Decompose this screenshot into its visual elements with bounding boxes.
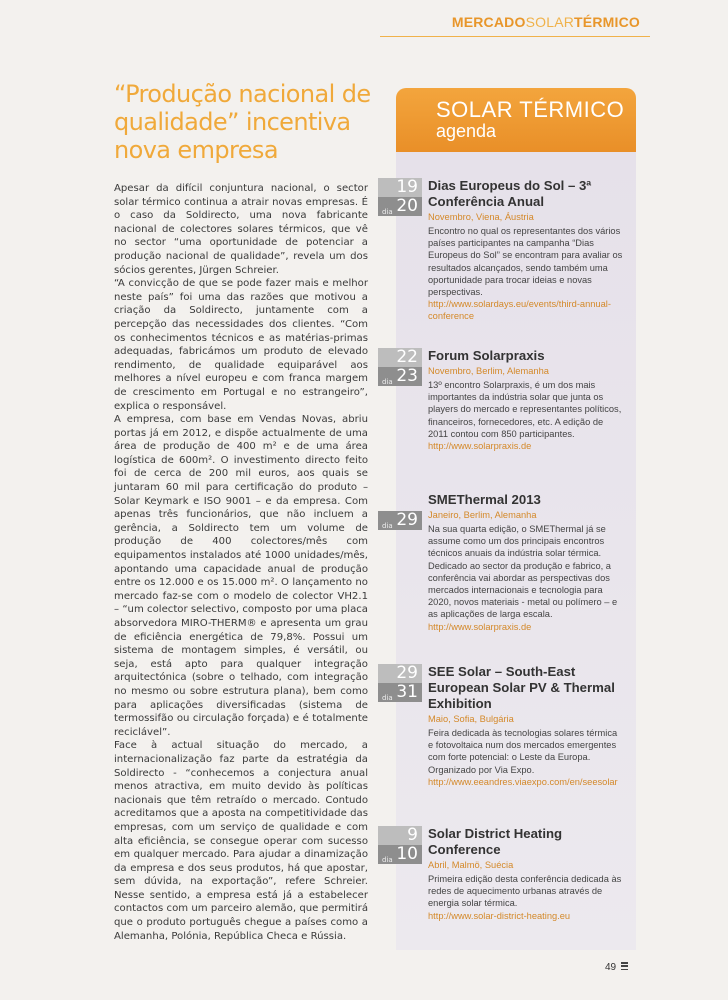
brand-solar: SOLAR <box>525 14 575 30</box>
date-start: 9 <box>378 826 422 845</box>
date-end-box <box>378 511 422 530</box>
date-start: 29 <box>378 664 422 683</box>
event-title: Forum Solarpraxis <box>428 348 545 363</box>
agenda-subtitle: agenda <box>436 121 497 141</box>
dia-label: dia <box>382 856 393 864</box>
event-link[interactable]: http://www.eeandres.viaexpo.com/en/seesolar <box>428 776 618 787</box>
date-end: 20 <box>396 196 418 216</box>
event-link[interactable]: http://www.solarpraxis.de <box>428 441 532 452</box>
article-paragraph: Apesar da difícil conjuntura nacional, o sector solar térmico continua a atrair novas empresas. É o caso da Soldirecto, uma nova fabricante nacional de colectores solares térmicos, que vê no sector “uma oportunidade de potenciar a produção nacional de qualidade”, revela um dos sócios gerentes, Jürgen Schreier. <box>114 183 368 276</box>
dia-label: dia <box>382 522 393 530</box>
event-description: Na sua quarta edição, o SMEThermal já se assume como um dos principais encontros técnicos anuais da indústria solar térmica. Dedicado ao sector da produção e fabrico, a conferência vai abordar as perspectivas dos mercados internacionais e tecnologia para 2020, novos materiais - metal ou polímero – e as aplicações de larga escala. <box>428 524 618 620</box>
date-end: 29 <box>396 510 418 530</box>
dia-label: dia <box>382 694 393 702</box>
event-title: Dias Europeus do Sol – 3ª Conferência Anual <box>428 178 592 209</box>
event-link[interactable]: http://www.solarpraxis.de <box>428 621 532 632</box>
article-paragraph: A empresa, com base em Vendas Novas, abriu portas já em 2012, e dispõe actualmente de uma área de produção de 400 m² e de uma área logística de 600m². O investimento directo feito foi de cerca de 200 mil euros, aos quais se juntaram 60 mil para certificação do produto – Solar Keymark e ISO 9001 – e da empresa. Com apenas três funcionários, que não incluem a gerência, a Soldirecto tem um volume de produção de 400 colectores/mês com equipamentos instalados até 1000 unidades/mês, apontando uma capacidade anual de produção entre os 12.000 e os 15.000 m². O lançamento no mercado faz-se com o modelo de colector VH2.1 – “um colector selectivo, composto por uma placa absorvedora MIRO-THERM® e apresenta um grau de eficiência energética de 79,8%. Possui um sistema de montagem simples, é versátil, ou seja, está apto para qualquer integração arquitectónica (sobre o telhado, com integração no mesmo ou sobre estrutura plana), bem como para aplicações diversificadas (sistema de termossifão ou circulação forçada) e é totalmente reciclável”. <box>114 414 368 738</box>
header-rule <box>380 36 650 37</box>
date-badge <box>378 348 424 386</box>
event-description: Feira dedicada às tecnologias solares térmica e fotovoltaica num dos mercados emergentes com forte potencial: o Leste da Europa. Organizado por Via Expo. <box>428 728 618 775</box>
date-start: 22 <box>378 348 422 367</box>
agenda-header <box>396 88 636 152</box>
event-location: Janeiro, Berlim, Alemanha <box>428 510 537 520</box>
dia-label: dia <box>382 378 393 386</box>
event-location: Novembro, Viena, Áustria <box>428 212 534 222</box>
date-badge <box>378 511 424 530</box>
date-end-box <box>378 367 422 386</box>
page-number: 49 <box>605 962 617 973</box>
date-end-box <box>378 683 422 702</box>
article-headline: “Produção nacional de qualidade” incentiva nova empresa <box>114 80 371 164</box>
article-body <box>114 182 368 943</box>
dia-label: dia <box>382 208 393 216</box>
brand-mercado: MERCADO <box>451 14 526 30</box>
event-link[interactable]: http://www.solar-district-heating.eu <box>428 910 571 921</box>
event-title: Solar District Heating Conference <box>428 826 563 857</box>
brand-termico: TÉRMICO <box>574 14 640 30</box>
article-paragraph: “A convicção de que se pode fazer mais e melhor neste país” foi uma das razões que motivou a criação da Soldirecto, juntamente com a percepção das necessidades dos clientes. “Com os conhecimentos técnicos e as matérias-primas adequadas, fabricámos um produto de elevado rendimento, de qualidade equiparável aos melhores a nível europeu e com franca margem de crescimento em Portugal e no estrangeiro”, explica o responsável. <box>114 278 368 412</box>
article-paragraph: Face à actual situação do mercado, a internacionalização faz parte da estratégia da Soldirecto - “conhecemos a conjectura anual menos atractiva, em muito devido às políticas nacionais que têm retraído o mercado. Contudo acreditamos que a aposta na competitividade das empresas, com um serviço de qualidade e com alta eficiência, se consegue operar com sucesso em qualquer mercado. Para ajudar a dinamização da empresa e dos seus produtos, há que apostar, sem dúvida, na exportação”, refere Schreier. Nesse sentido, a empresa está já a estabelecer contactos com um parceiro alemão, que permitirá que o produto português chegue a países como a Alemanha, Polónia, República Checa e Rússia. <box>114 740 368 942</box>
header-brand <box>452 14 640 30</box>
date-end-box <box>378 845 422 864</box>
event-description: Primeira edição desta conferência dedicada às redes de aquecimento urbanas através de energia solar térmica. <box>428 874 622 909</box>
date-badge <box>378 664 424 702</box>
menu-lines-icon <box>621 962 628 971</box>
date-badge <box>378 826 424 864</box>
date-end: 31 <box>396 682 418 702</box>
event-location: Maio, Sofia, Bulgária <box>428 714 514 724</box>
date-end-box <box>378 197 422 216</box>
date-start: 19 <box>378 178 422 197</box>
date-end: 10 <box>396 844 418 864</box>
event-description: 13º encontro Solarpraxis, é um dos mais importantes da indústria solar que junta os players do mercado e representantes políticos, financeiros, fornecedores, etc. A edição de 2011 contou com 850 participantes. <box>428 380 622 439</box>
agenda-title: SOLAR TÉRMICO <box>436 97 625 122</box>
event-title: SEE Solar – South-East European Solar PV & Thermal Exhibition <box>428 664 615 711</box>
event-title: SMEThermal 2013 <box>428 492 541 507</box>
event-location: Abril, Malmö, Suécia <box>428 860 514 870</box>
event-description: Encontro no qual os representantes dos vários países participantes na campanha “Dias Europeus do Sol” se encontram para avaliar os resultados alcançados, sendo também uma oportunidade para trocar ideias e novas perspectivas. <box>428 226 623 298</box>
event-link[interactable]: http://www.solardays.eu/events/third-annual-conference <box>428 299 611 322</box>
event-location: Novembro, Berlim, Alemanha <box>428 366 549 376</box>
date-end: 23 <box>396 366 418 386</box>
date-badge <box>378 178 424 216</box>
